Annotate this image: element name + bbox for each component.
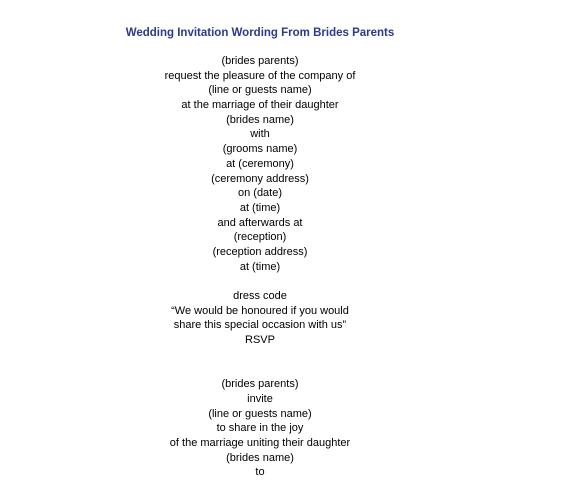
- invitation-line: (line or guests name): [208, 407, 312, 420]
- dress-code-line: dress code: [233, 290, 287, 302]
- invitation-line: to: [255, 466, 265, 479]
- invitation-line: to share in the joy: [216, 422, 304, 435]
- invitation-line: at (ceremony): [226, 157, 294, 170]
- invitation-line: invite: [247, 392, 273, 405]
- invitation-line: (reception address): [212, 245, 308, 258]
- invitation-line: (brides parents): [221, 378, 299, 391]
- invitation-line: at (time): [239, 260, 281, 273]
- document-title: Wedding Invitation Wording From Brides Parents: [125, 27, 395, 39]
- invitation-line: and afterwards at: [217, 216, 303, 229]
- invitation-body: [0, 54, 520, 480]
- invitation-line: on (date): [237, 187, 283, 200]
- invitation-line: at (time): [239, 201, 281, 214]
- invitation-line: (brides name): [226, 451, 294, 464]
- invitation-line: (brides parents): [221, 55, 299, 67]
- invitation-line: with: [250, 128, 270, 141]
- invitation-line: (brides name): [226, 113, 294, 126]
- quote-line: “We would be honoured if you would: [171, 304, 349, 317]
- invitation-line: at the marriage of their daughter: [181, 99, 339, 112]
- quote-line: share this special occasion with us”: [173, 319, 347, 332]
- invitation-line: of the marriage uniting their daughter: [169, 436, 351, 449]
- rsvp-line: RSVP: [245, 334, 275, 347]
- blank-line: [0, 348, 520, 377]
- invitation-line: request the pleasure of the company of: [164, 69, 356, 82]
- invitation-line: (ceremony address): [211, 172, 309, 185]
- invitation-line: (line or guests name): [208, 84, 312, 97]
- invitation-line: (grooms name): [222, 143, 298, 156]
- blank-line: [0, 274, 520, 289]
- invitation-line: (reception): [233, 231, 287, 244]
